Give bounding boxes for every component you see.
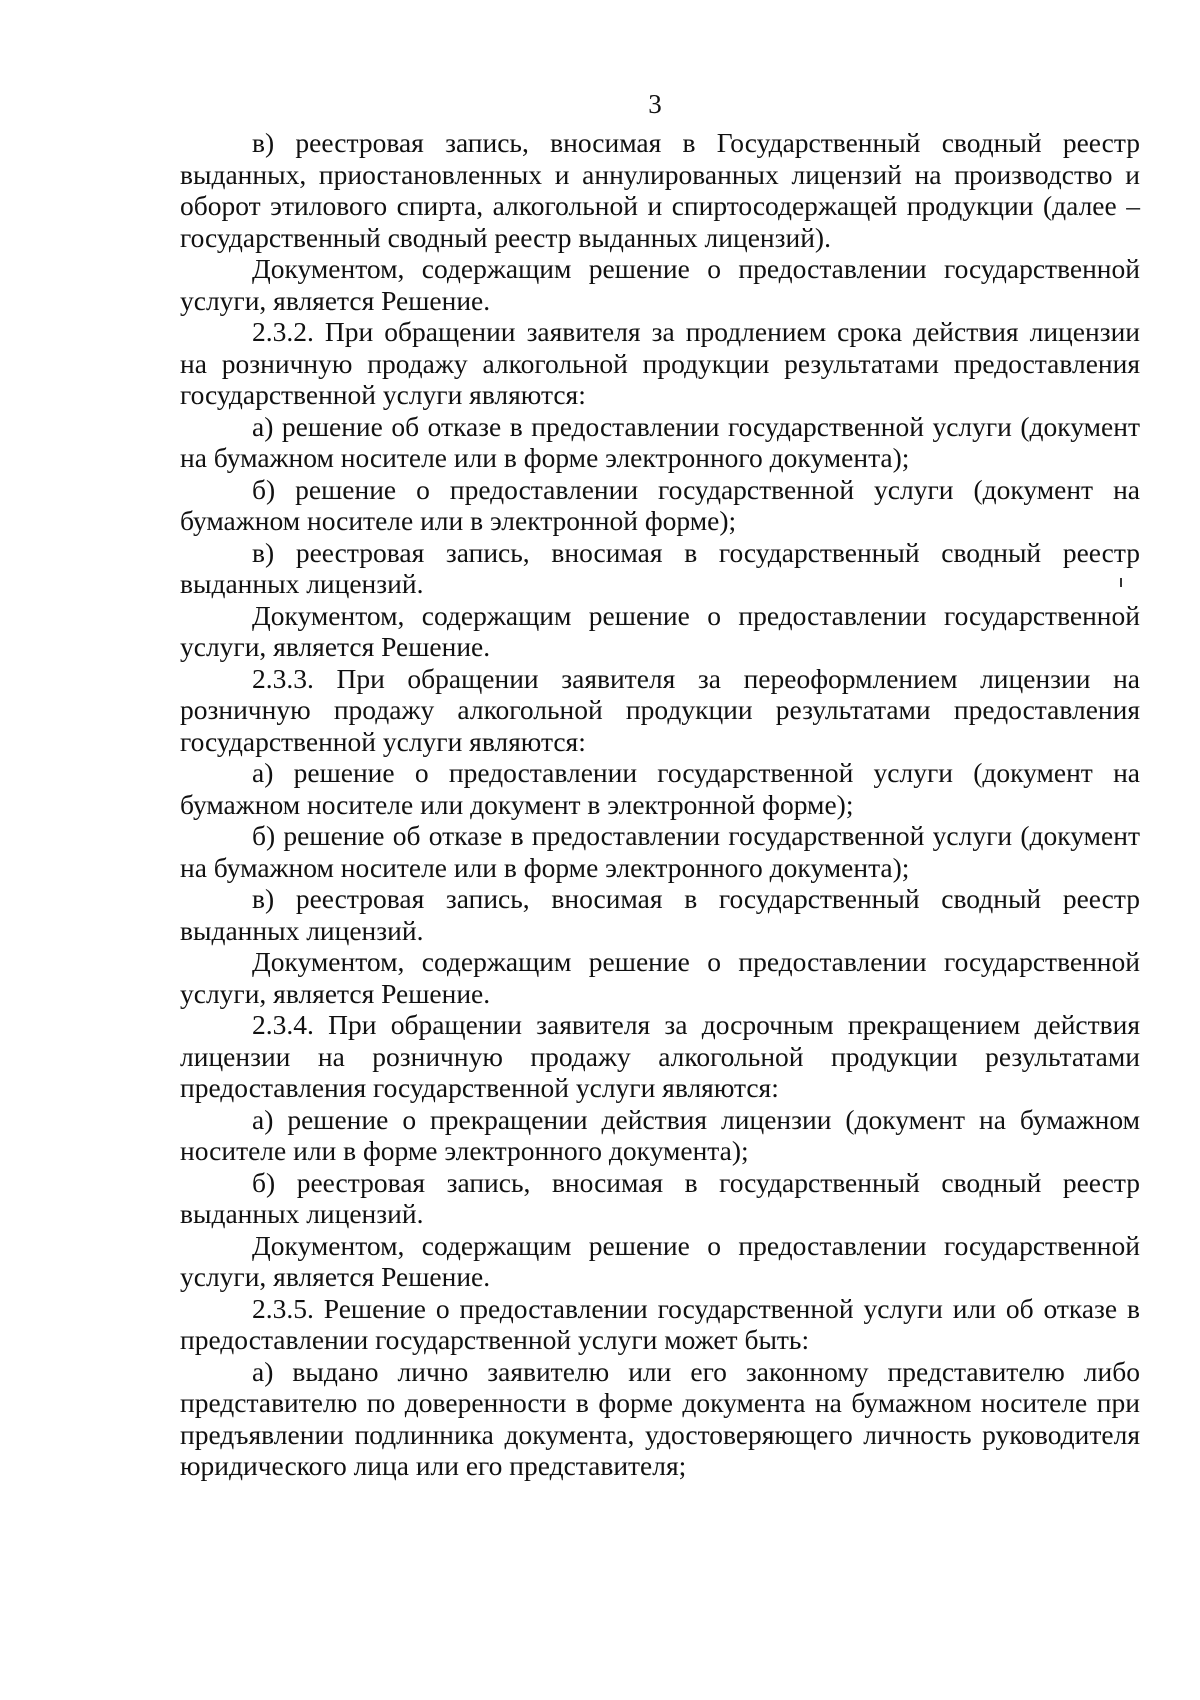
paragraph-2-3-3-b: б) решение об отказе в предоставлении государственной услуги (документ на бумажном носителе или в форме электронного документа); <box>180 820 1140 883</box>
paragraph-2-3-3-a: а) решение о предоставлении государственной услуги (документ на бумажном носителе или документ в электронной форме); <box>180 757 1140 820</box>
paragraph-section-2-3-2: 2.3.2. При обращении заявителя за продлением срока действия лицензии на розничную продажу алкогольной продукции результатами предоставления государственной услуги являются: <box>180 316 1140 410</box>
paragraph-section-2-3-3: 2.3.3. При обращении заявителя за переоформлением лицензии на розничную продажу алкогольной продукции результатами предоставления государственной услуги являются: <box>180 662 1140 757</box>
paragraph-section-2-3-5: 2.3.5. Решение о предоставлении государственной услуги или об отказе в предоставлении государственной услуги может быть: <box>180 1292 1140 1355</box>
scan-artifact-mark <box>1120 578 1122 587</box>
paragraph-result-document-1: Документом, содержащим решение о предоставлении государственной услуги, является Решение. <box>180 253 1140 316</box>
paragraph-2-3-4-a: а) решение о прекращении действия лицензии (документ на бумажном носителе или в форме электронного документа); <box>180 1103 1140 1166</box>
page-number: 3 <box>648 89 662 119</box>
paragraph-2-3-5-a: а) выдано лично заявителю или его законному представителю либо представителю по доверенности в форме документа на бумажном носителе при предъявлении подлинника документа, удостоверяющего личность руководителя юридического лица или его представителя; <box>180 1355 1140 1481</box>
document-body <box>180 127 1140 1482</box>
paragraph-result-document-2: Документом, содержащим решение о предоставлении государственной услуги, является Решение. <box>180 599 1140 662</box>
paragraph-result-document-4: Документом, содержащим решение о предоставлении государственной услуги, является Решение. <box>180 1229 1140 1292</box>
paragraph-2-3-4-b: б) реестровая запись, вносимая в государственный сводный реестр выданных лицензий. <box>180 1166 1140 1229</box>
paragraph-2-3-3-v: в) реестровая запись, вносимая в государственный сводный реестр выданных лицензий. <box>180 883 1140 946</box>
paragraph-2-3-2-v: в) реестровая запись, вносимая в государственный сводный реестр выданных лицензий. <box>180 536 1140 599</box>
paragraph-2-3-2-b: б) решение о предоставлении государственной услуги (документ на бумажном носителе или в электронной форме); <box>180 473 1140 536</box>
paragraph-2-3-2-a: а) решение об отказе в предоставлении государственной услуги (документ на бумажном носителе или в форме электронного документа); <box>180 410 1140 473</box>
paragraph-registry-entry-1: в) реестровая запись, вносимая в Государственный сводный реестр выданных, приостановленных и аннулированных лицензий на производство и оборот этилового спирта, алкогольной и спиртосодержащей продукции (далее – государственный сводный реестр выданных лицензий). <box>180 127 1140 253</box>
paragraph-result-document-3: Документом, содержащим решение о предоставлении государственной услуги, является Решение. <box>180 946 1140 1009</box>
paragraph-section-2-3-4: 2.3.4. При обращении заявителя за досрочным прекращением действия лицензии на розничную продажу алкогольной продукции результатами предоставления государственной услуги являются: <box>180 1009 1140 1103</box>
